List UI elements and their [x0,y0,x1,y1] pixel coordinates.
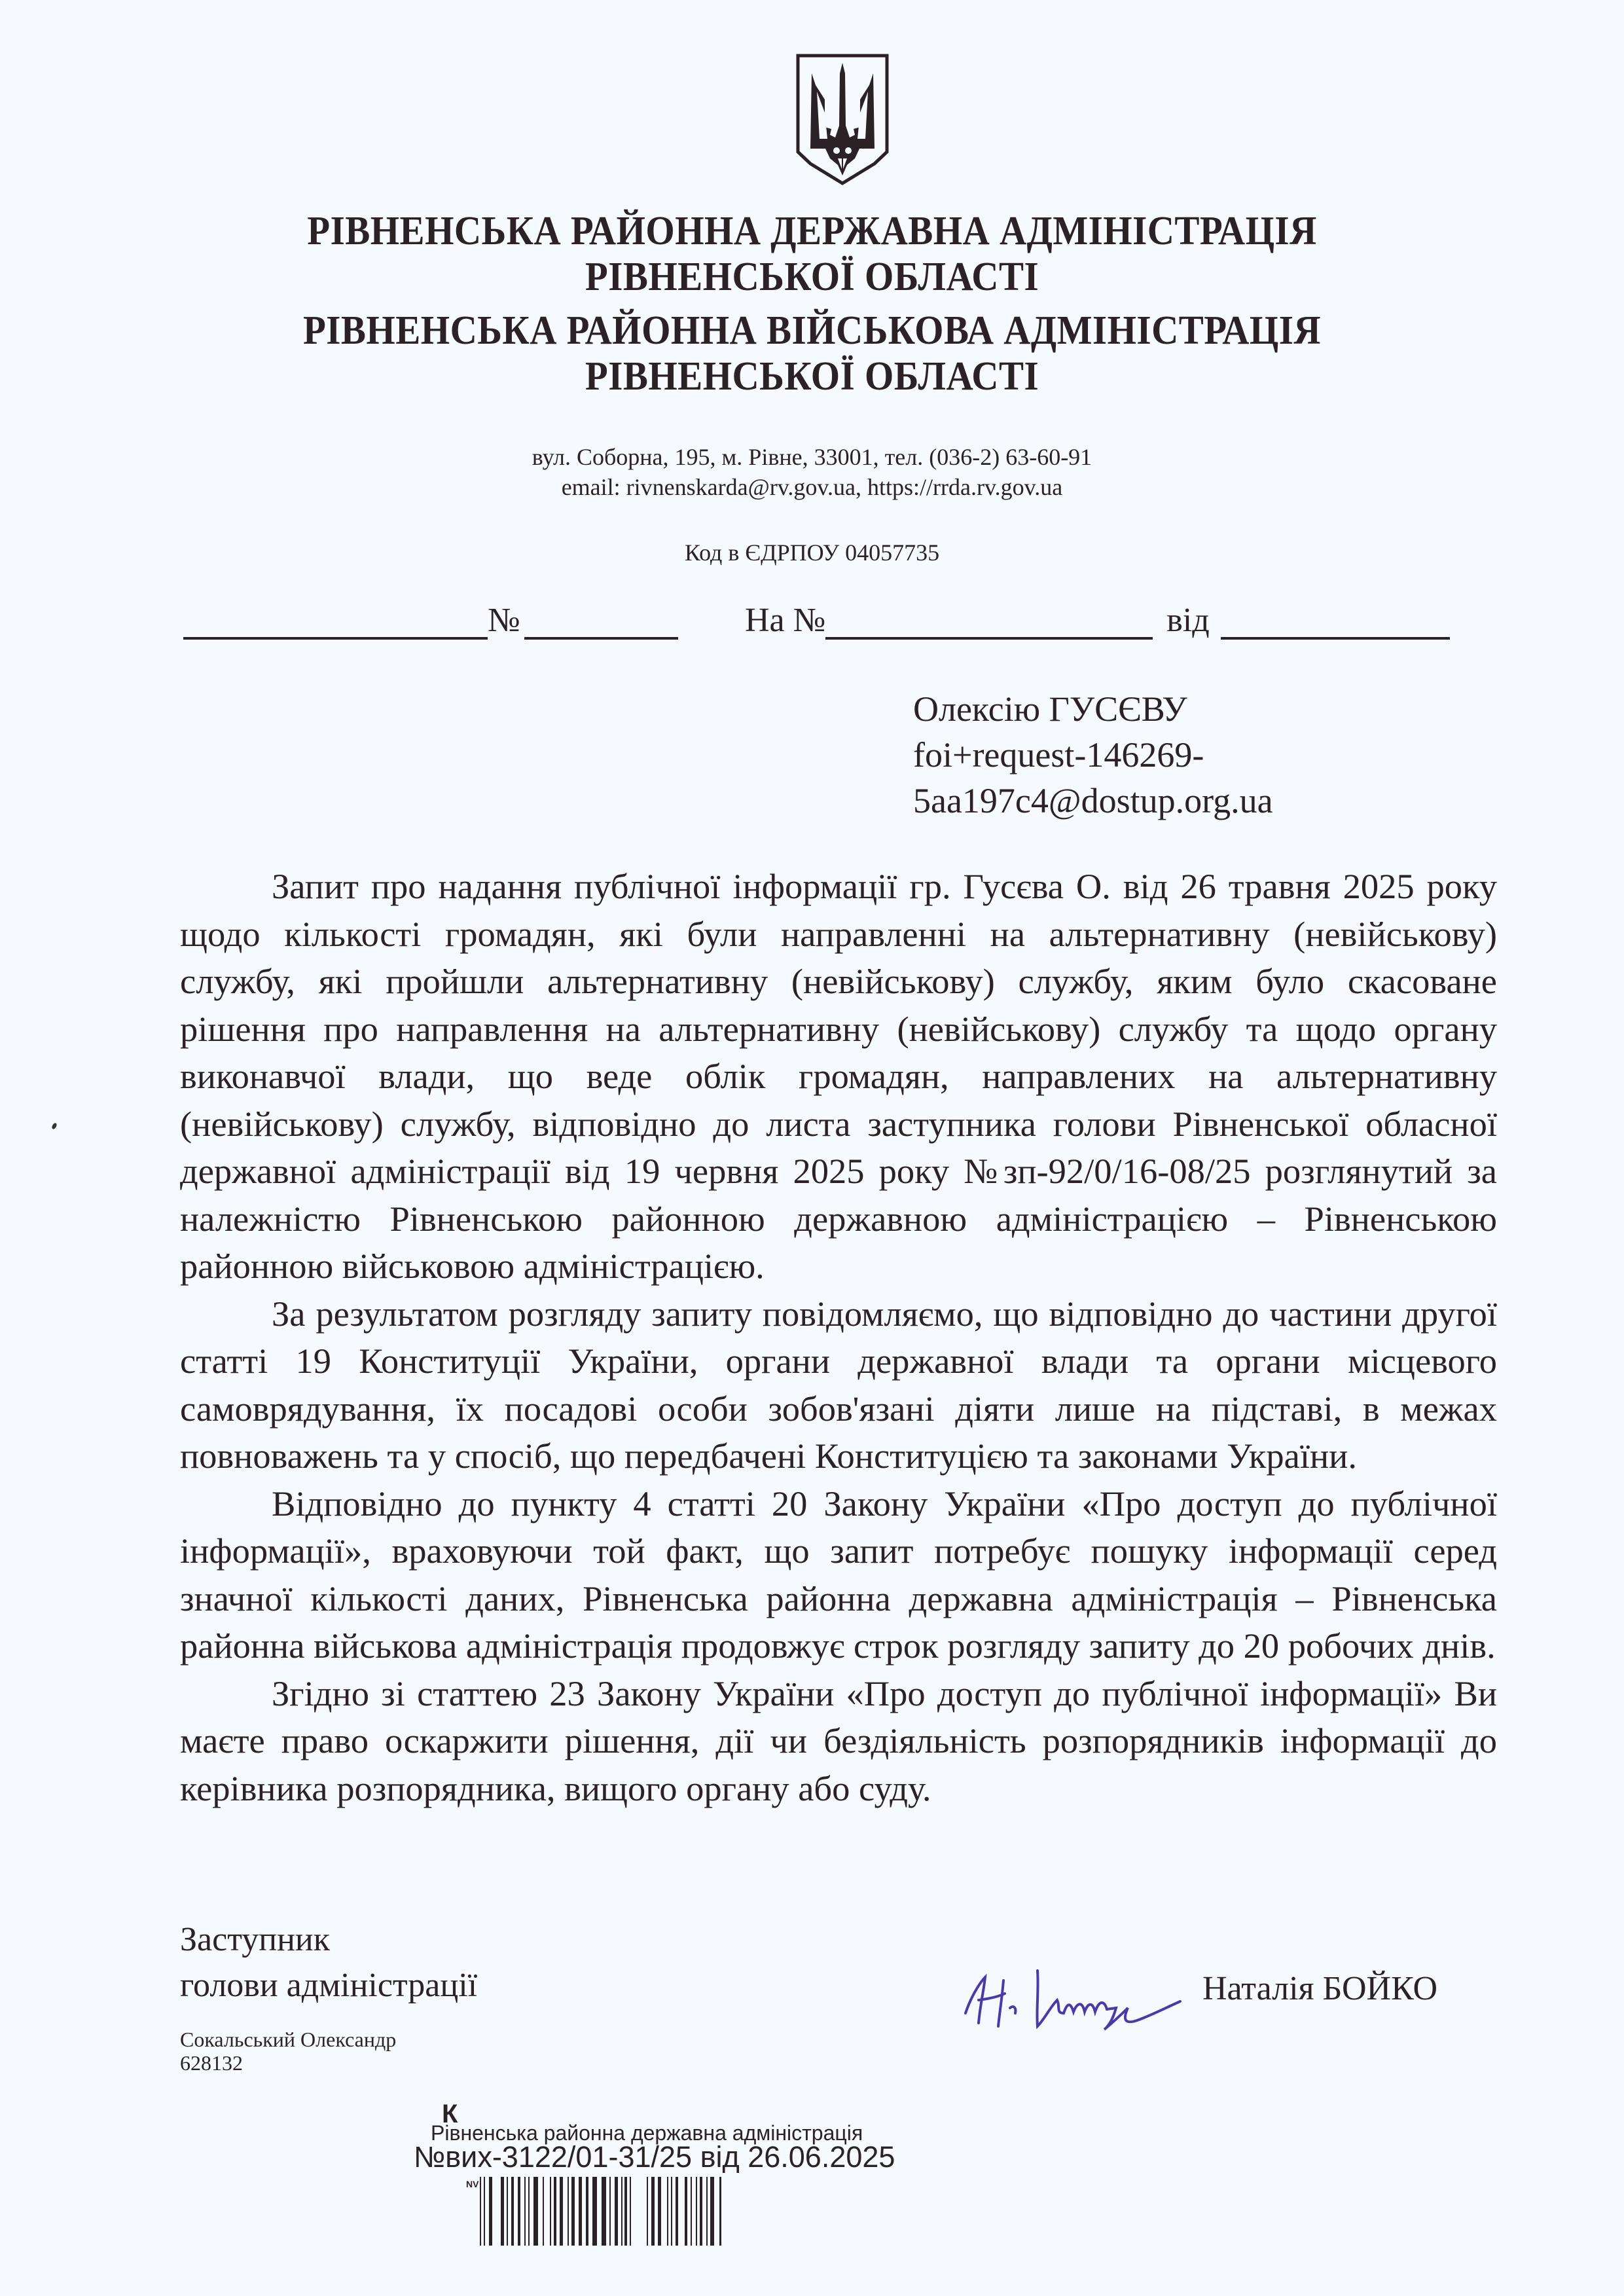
body-paragraph: За результатом розгляду запиту повідомляємо, що відповідно до частини другої статті 19 Конституції України, органи державної влади та органи місцевого самоврядування, їх посадові особи зобов'язані діяти лише на підставі, в межах повноважень та у спосіб, що передбачені Конституцією та законами України. [180,1293,1497,1476]
outgoing-number-line [183,599,678,651]
org-title-line3: РІВНЕНСЬКА РАЙОННА ВІЙСЬКОВА АДМІНІСТРАЦІЯ [302,308,1322,353]
executor-phone: 628132 [180,2051,243,2075]
reply-to-line [745,599,1450,651]
stamp-outgoing-number: №вих-3122/01-31/25 від 26.06.2025 [414,2140,895,2174]
date-label: від [1166,602,1210,639]
recipient-email-line1: foi+request-146269- [913,735,1204,774]
handwritten-signature-icon [952,1961,1201,2033]
barcode-prefix: NV [466,2179,479,2189]
recipient-name: Олексію ГУСЄВУ [913,689,1187,729]
body-paragraph: Запит про надання публічної інформації гр. Гусєва О. від 26 травня 2025 року щодо кількості громадян, які були направленні на альтернативну (невійськову) службу, які пройшли альтернативну (невійськову) службу, яким було скасоване рішення про направлення на альтернативну (невійськову) службу та щодо органу виконавчої влади, що веде облік громадян, направлених на альтернативну (невійськову) службу, відповідно до листа заступника голови Рівненської обласної державної адміністрації від 19 червня 2025 року №зп-92/0/16-08/25 розглянутий за належністю Рівненською районною державною адміністрацією – Рівненською районною військовою адміністрацією. [180,866,1497,1286]
signer-position [180,1917,477,2009]
number-label: № [488,602,520,639]
executor-name: Сокальський Олександр [180,2028,397,2051]
signer-position-line1: Заступник [180,1921,330,1958]
reply-to-number-blank [825,599,1153,640]
stamp-mark: К [442,2100,458,2128]
recipient-block [913,686,1273,824]
executor-block [180,2028,396,2075]
org-title-line1: РІВНЕНСЬКА РАЙОННА ДЕРЖАВНА АДМІНІСТРАЦІЯ [307,209,1317,253]
org-contacts: email: rivnenskarda@rv.gov.ua, https://rrda.rv.gov.ua [561,474,1063,500]
org-edrpou: Код в ЄДРПОУ 04057735 [684,539,940,566]
org-address: вул. Соборна, 195, м. Рівне, 33001, тел. (036-2) 63-60-91 [532,444,1092,470]
ukraine-coat-of-arms-icon [796,54,889,186]
signer-position-line2: голови адміністрації [180,1967,478,2004]
signer-name: Наталія БОЙКО [1202,1970,1438,2007]
body-paragraph: Згідно зі статтею 23 Закону України «Про доступ до публічної інформації» Ви маєте право оскаржити рішення, дії чи бездіяльність розпорядників інформації до керівника розпорядника, вищого органу або суду. [180,1673,1497,1808]
org-title-line4: РІВНЕНСЬКОЇ ОБЛАСТІ [585,354,1039,399]
reply-to-date-blank [1221,599,1450,640]
letter-body [180,863,1497,1812]
outgoing-date-blank [183,599,488,640]
scan-speck [51,1122,58,1130]
org-title-line2: РІВНЕНСЬКОЇ ОБЛАСТІ [585,255,1039,299]
barcode-icon [480,2177,722,2246]
reply-to-label: На № [745,602,826,639]
recipient-email-line2: 5aa197c4@dostup.org.ua [913,781,1273,820]
outgoing-number-blank [524,599,678,640]
stamp-org: Рівненська районна державна адміністрація [431,2121,863,2145]
body-paragraph: Відповідно до пункту 4 статті 20 Закону України «Про доступ до публічної інформації», враховуючи той факт, що запит потребує пошуку інформації серед значної кількості даних, Рівненська районна державна адміністрація – Рівненська районна військова адміністрація продовжує строк розгляду запиту до 20 робочих днів. [180,1483,1497,1666]
